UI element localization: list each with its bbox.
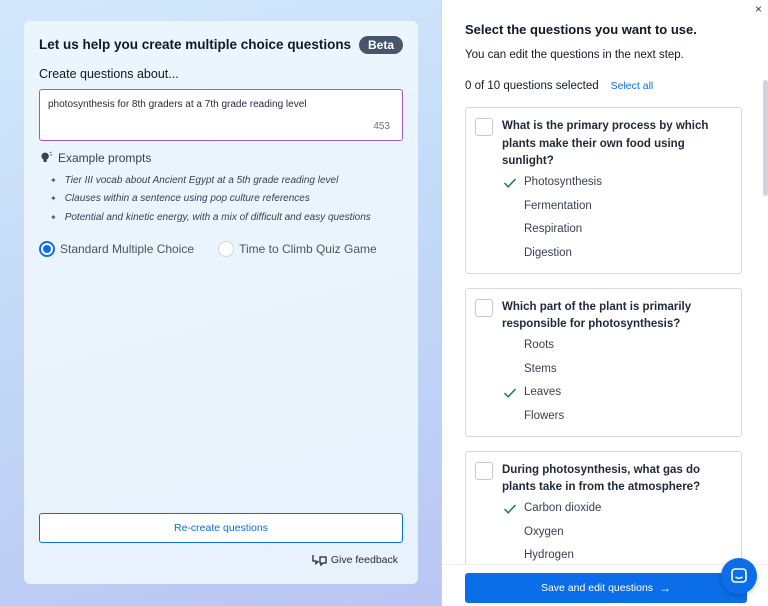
answer-label: Flowers bbox=[524, 409, 565, 422]
check-icon bbox=[503, 177, 517, 189]
sparkle-icon: ✦ bbox=[50, 194, 57, 204]
sparkle-icon: ✦ bbox=[50, 175, 57, 185]
mode-climb-label: Time to Climb Quiz Game bbox=[239, 242, 377, 256]
answer-option bbox=[502, 520, 731, 544]
answer-label: Carbon dioxide bbox=[524, 502, 602, 515]
recreate-questions-button[interactable]: Re-create questions bbox=[39, 513, 403, 543]
question-card[interactable] bbox=[465, 288, 742, 437]
answer-option bbox=[502, 194, 731, 218]
answer-label: Roots bbox=[524, 339, 555, 352]
answer-label: Digestion bbox=[524, 246, 572, 259]
sparkle-icon: ✦ bbox=[50, 212, 57, 222]
question-text: During photosynthesis, what gas do plants take in from the atmosphere? bbox=[502, 463, 701, 493]
beta-badge: Beta bbox=[359, 36, 403, 54]
feedback-icon bbox=[312, 553, 327, 566]
question-checkbox[interactable] bbox=[475, 299, 493, 317]
question-text: Which part of the plant is primarily responsible for photosynthesis? bbox=[502, 300, 692, 330]
create-label: Create questions about... bbox=[39, 67, 179, 81]
answer-label: Leaves bbox=[524, 386, 562, 399]
question-card[interactable] bbox=[465, 107, 742, 274]
lightbulb-icon bbox=[39, 151, 53, 165]
question-list bbox=[465, 107, 742, 567]
save-and-edit-label: Save and edit questions bbox=[540, 582, 654, 594]
question-checkbox[interactable] bbox=[475, 462, 493, 480]
scrollbar[interactable] bbox=[763, 80, 768, 196]
question-card[interactable] bbox=[465, 451, 742, 568]
answer-option bbox=[502, 381, 731, 405]
example-prompt-text: Clauses within a sentence using pop culture references bbox=[64, 193, 310, 205]
answer-option bbox=[502, 357, 731, 381]
give-feedback-link[interactable] bbox=[312, 553, 398, 566]
mode-climb-option[interactable] bbox=[218, 241, 377, 257]
chat-icon bbox=[730, 567, 748, 585]
example-prompt[interactable] bbox=[50, 190, 371, 209]
answer-label: Photosynthesis bbox=[524, 176, 602, 189]
example-prompt-text: Potential and kinetic energy, with a mix of difficult and easy questions bbox=[64, 211, 371, 223]
arrow-right-icon: → bbox=[659, 581, 672, 595]
examples-heading-label: Example prompts bbox=[58, 151, 152, 165]
mode-standard-label: Standard Multiple Choice bbox=[60, 242, 195, 256]
example-prompt-text: Tier III vocab about Ancient Egypt at a 5th grade reading level bbox=[64, 174, 339, 186]
panel-subtitle: You can edit the questions in the next step. bbox=[465, 49, 684, 61]
mode-radio-group bbox=[39, 241, 401, 257]
give-feedback-label: Give feedback bbox=[330, 553, 398, 566]
radio-selected-icon[interactable] bbox=[39, 241, 55, 257]
answer-option bbox=[502, 497, 731, 521]
answer-option bbox=[502, 171, 731, 195]
panel-title: Select the questions you want to use. bbox=[465, 22, 697, 37]
example-prompt[interactable] bbox=[50, 171, 371, 190]
answer-option bbox=[502, 218, 731, 242]
selection-status bbox=[465, 80, 653, 92]
answer-label: Stems bbox=[524, 362, 557, 375]
char-count: 453 bbox=[373, 121, 390, 132]
answer-option bbox=[502, 334, 731, 358]
prompt-value[interactable]: photosynthesis for 8th graders at a 7th grade reading level bbox=[48, 99, 307, 110]
answer-label: Fermentation bbox=[524, 199, 592, 212]
example-prompt[interactable] bbox=[50, 208, 371, 227]
chat-support-button[interactable] bbox=[721, 558, 757, 594]
select-all-link[interactable]: Select all bbox=[610, 80, 654, 92]
answer-label: Respiration bbox=[524, 223, 583, 236]
examples-heading bbox=[39, 151, 151, 165]
selected-count: 0 of 10 questions selected bbox=[465, 80, 599, 92]
save-and-edit-button[interactable] bbox=[465, 573, 747, 603]
answer-label: Oxygen bbox=[524, 525, 564, 538]
answer-option bbox=[502, 404, 731, 428]
check-icon bbox=[503, 387, 517, 399]
panel-footer bbox=[442, 564, 768, 606]
example-prompts-list bbox=[50, 171, 371, 227]
question-text: What is the primary process by which plants make their own food using sunlight? bbox=[502, 120, 709, 167]
answer-label: Hydrogen bbox=[524, 549, 574, 562]
question-checkbox[interactable] bbox=[475, 118, 493, 136]
question-selection-panel bbox=[442, 0, 768, 606]
question-generator-card bbox=[24, 21, 418, 584]
mode-standard-option[interactable] bbox=[39, 241, 194, 257]
prompt-textarea[interactable] bbox=[39, 89, 403, 141]
check-icon bbox=[503, 503, 517, 515]
close-icon[interactable]: × bbox=[754, 2, 762, 16]
answer-option bbox=[502, 241, 731, 265]
card-title: Let us help you create multiple choice questions bbox=[39, 37, 352, 52]
radio-unselected-icon[interactable] bbox=[218, 241, 234, 257]
